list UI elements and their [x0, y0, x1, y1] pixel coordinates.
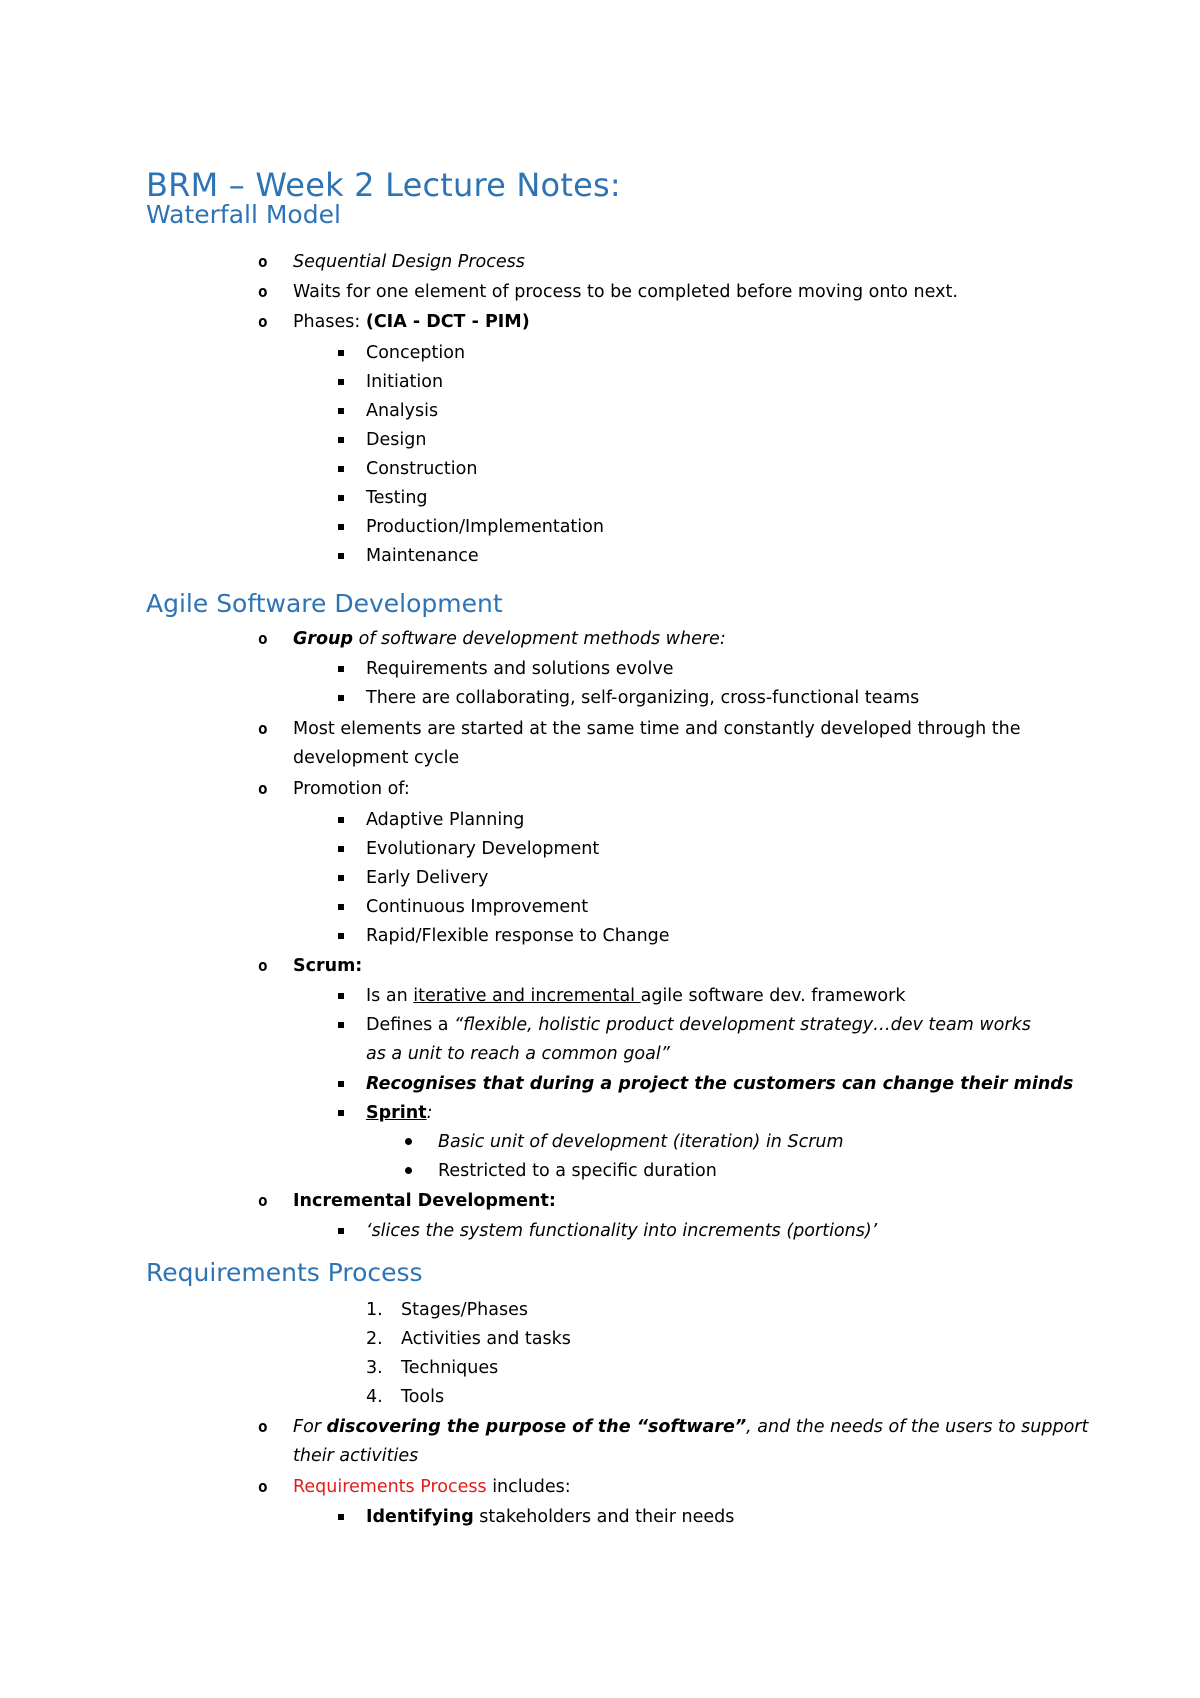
requirements-step: Stages/Phases	[401, 1300, 528, 1320]
square-bullet-icon	[338, 666, 344, 672]
phase-item: Initiation	[366, 372, 444, 392]
incremental-item: ‘slices the system functionality into increments (portions)’	[366, 1221, 878, 1241]
square-bullet-icon	[338, 379, 344, 385]
agile-group-item: Group of software development methods where:	[293, 629, 726, 649]
square-bullet-icon	[338, 553, 344, 559]
agile-most-line-2: development cycle	[293, 748, 460, 768]
list-number: 2.	[366, 1329, 383, 1349]
phase-item: Analysis	[366, 401, 439, 421]
square-bullet-icon	[338, 1081, 344, 1087]
heading-waterfall-model: Waterfall Model	[146, 200, 341, 229]
phase-item: Testing	[366, 488, 428, 508]
agile-group-sub: There are collaborating, self-organizing, cross-functional teams	[366, 688, 920, 708]
square-bullet-icon	[338, 350, 344, 356]
sprint-item: Basic unit of development (iteration) in Scrum	[438, 1132, 844, 1152]
scrum-item-1: Is an iterative and incremental agile software dev. framework	[366, 986, 906, 1006]
phase-item: Design	[366, 430, 427, 450]
square-bullet-icon	[338, 904, 344, 910]
scrum-item-3: Recognises that during a project the customers can change their minds	[366, 1074, 1074, 1094]
waterfall-item-3: Phases: (CIA - DCT - PIM)	[293, 312, 530, 332]
sprint-item: Restricted to a specific duration	[438, 1161, 717, 1181]
square-bullet-icon	[338, 846, 344, 852]
list-number: 1.	[366, 1300, 383, 1320]
requirements-step: Techniques	[401, 1358, 499, 1378]
round-bullet-icon	[405, 1167, 412, 1174]
square-bullet-icon	[338, 695, 344, 701]
phase-item: Production/Implementation	[366, 517, 604, 537]
bullet-o-icon: o	[258, 312, 268, 331]
waterfall-item-2: Waits for one element of process to be completed before moving onto next.	[293, 282, 958, 302]
square-bullet-icon	[338, 1228, 344, 1234]
document-title: BRM – Week 2 Lecture Notes:	[146, 166, 621, 204]
bullet-o-icon: o	[258, 1417, 268, 1436]
round-bullet-icon	[405, 1138, 412, 1145]
agile-incremental: Incremental Development:	[293, 1191, 556, 1211]
scrum-sprint: Sprint:	[366, 1103, 433, 1123]
bullet-o-icon: o	[258, 1477, 268, 1496]
agile-scrum: Scrum:	[293, 956, 363, 976]
agile-group-sub: Requirements and solutions evolve	[366, 659, 674, 679]
promotion-item: Evolutionary Development	[366, 839, 600, 859]
bullet-o-icon: o	[258, 719, 268, 738]
promotion-item: Early Delivery	[366, 868, 489, 888]
square-bullet-icon	[338, 1022, 344, 1028]
square-bullet-icon	[338, 524, 344, 530]
square-bullet-icon	[338, 933, 344, 939]
phase-item: Maintenance	[366, 546, 479, 566]
promotion-item: Continuous Improvement	[366, 897, 589, 917]
promotion-item: Rapid/Flexible response to Change	[366, 926, 670, 946]
square-bullet-icon	[338, 466, 344, 472]
bullet-o-icon: o	[258, 252, 268, 271]
square-bullet-icon	[338, 408, 344, 414]
square-bullet-icon	[338, 993, 344, 999]
bullet-o-icon: o	[258, 282, 268, 301]
agile-most-line-1: Most elements are started at the same time and constantly developed through the	[293, 719, 1021, 739]
requirements-identifying: Identifying stakeholders and their needs	[366, 1507, 735, 1527]
phase-item: Construction	[366, 459, 478, 479]
bullet-o-icon: o	[258, 779, 268, 798]
agile-promotion: Promotion of:	[293, 779, 410, 799]
scrum-item-2-line-2: as a unit to reach a common goal”	[366, 1044, 670, 1064]
heading-agile-software-development: Agile Software Development	[146, 589, 503, 618]
requirements-process-includes: Requirements Process includes:	[293, 1477, 571, 1497]
heading-requirements-process: Requirements Process	[146, 1258, 423, 1287]
square-bullet-icon	[338, 875, 344, 881]
promotion-item: Adaptive Planning	[366, 810, 525, 830]
bullet-o-icon: o	[258, 629, 268, 648]
list-number: 3.	[366, 1358, 383, 1378]
bullet-o-icon: o	[258, 1191, 268, 1210]
square-bullet-icon	[338, 495, 344, 501]
list-number: 4.	[366, 1387, 383, 1407]
requirements-step: Activities and tasks	[401, 1329, 571, 1349]
requirements-for-line-1: For discovering the purpose of the “software”, and the needs of the users to support	[293, 1417, 1089, 1437]
bullet-o-icon: o	[258, 956, 268, 975]
requirements-step: Tools	[401, 1387, 445, 1407]
waterfall-item-1: Sequential Design Process	[293, 252, 525, 272]
square-bullet-icon	[338, 437, 344, 443]
square-bullet-icon	[338, 817, 344, 823]
requirements-for-line-2: their activities	[293, 1446, 419, 1466]
square-bullet-icon	[338, 1110, 344, 1116]
phase-item: Conception	[366, 343, 466, 363]
scrum-item-2: Defines a “flexible, holistic product development strategy…dev team works	[366, 1015, 1031, 1035]
square-bullet-icon	[338, 1514, 344, 1520]
